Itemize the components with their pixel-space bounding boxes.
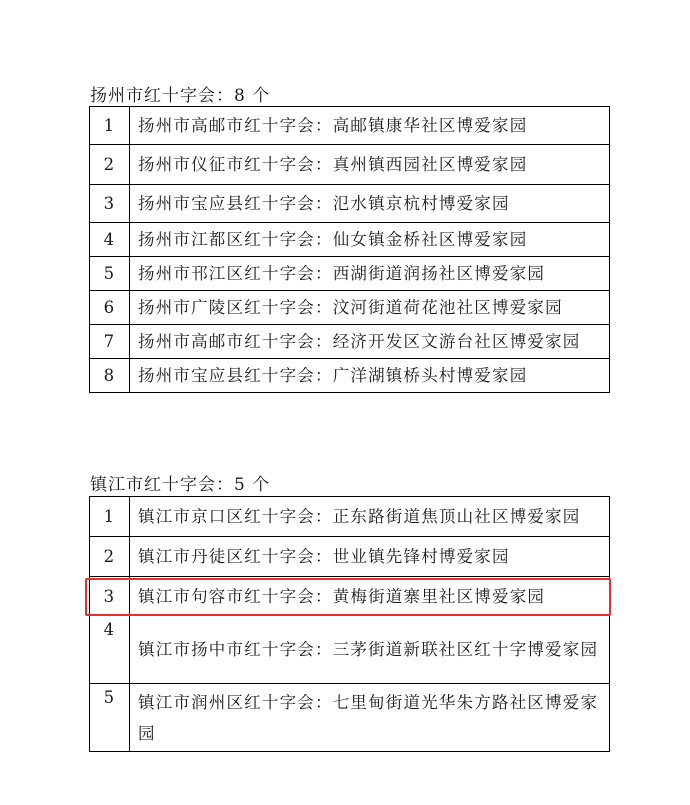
table-row (90, 497, 610, 537)
row-number: 5 (90, 257, 130, 291)
row-number: 6 (90, 291, 130, 325)
table-row (90, 223, 610, 257)
row-number: 3 (90, 185, 130, 223)
table-row (90, 145, 610, 185)
table-row (90, 107, 610, 145)
zhenjiang-section-title: 镇江市红十字会：5 个 (90, 475, 271, 495)
row-number: 3 (90, 577, 130, 616)
table-row (90, 616, 610, 684)
row-text: 镇江市丹徒区红十字会：世业镇先锋村博爱家园 (130, 537, 610, 577)
row-number: 4 (90, 223, 130, 257)
row-number: 7 (90, 325, 130, 359)
table-row (90, 291, 610, 325)
yangzhou-table (89, 106, 610, 393)
yangzhou-section-title: 扬州市红十字会：8 个 (90, 86, 271, 106)
row-number: 5 (90, 684, 130, 752)
row-text: 镇江市京口区红十字会：正东路街道焦顶山社区博爱家园 (130, 497, 610, 537)
row-number: 4 (90, 616, 130, 684)
row-text: 镇江市扬中市红十字会：三茅街道新联社区红十字博爱家园 (130, 616, 610, 684)
table-row (90, 684, 610, 752)
row-number: 1 (90, 497, 130, 537)
row-text: 镇江市句容市红十字会：黄梅街道寨里社区博爱家园 (130, 577, 610, 616)
row-text: 扬州市仪征市红十字会：真州镇西园社区博爱家园 (130, 145, 610, 185)
table-row (90, 257, 610, 291)
table-row (90, 185, 610, 223)
table-row (90, 537, 610, 577)
row-number: 8 (90, 359, 130, 393)
row-text: 扬州市宝应县红十字会：氾水镇京杭村博爱家园 (130, 185, 610, 223)
row-text: 扬州市广陵区红十字会：汶河街道荷花池社区博爱家园 (130, 291, 610, 325)
row-number: 1 (90, 107, 130, 145)
row-text: 镇江市润州区红十字会：七里甸街道光华朱方路社区博爱家园 (130, 684, 610, 752)
table-row (90, 325, 610, 359)
row-number: 2 (90, 537, 130, 577)
row-text: 扬州市高邮市红十字会：经济开发区文游台社区博爱家园 (130, 325, 610, 359)
row-text: 扬州市邗江区红十字会：西湖街道润扬社区博爱家园 (130, 257, 610, 291)
row-text: 扬州市高邮市红十字会：高邮镇康华社区博爱家园 (130, 107, 610, 145)
highlight-box (85, 578, 611, 616)
row-number: 2 (90, 145, 130, 185)
row-text: 扬州市江都区红十字会：仙女镇金桥社区博爱家园 (130, 223, 610, 257)
table-row (90, 359, 610, 393)
row-text: 扬州市宝应县红十字会：广洋湖镇桥头村博爱家园 (130, 359, 610, 393)
zhenjiang-table (89, 496, 610, 752)
